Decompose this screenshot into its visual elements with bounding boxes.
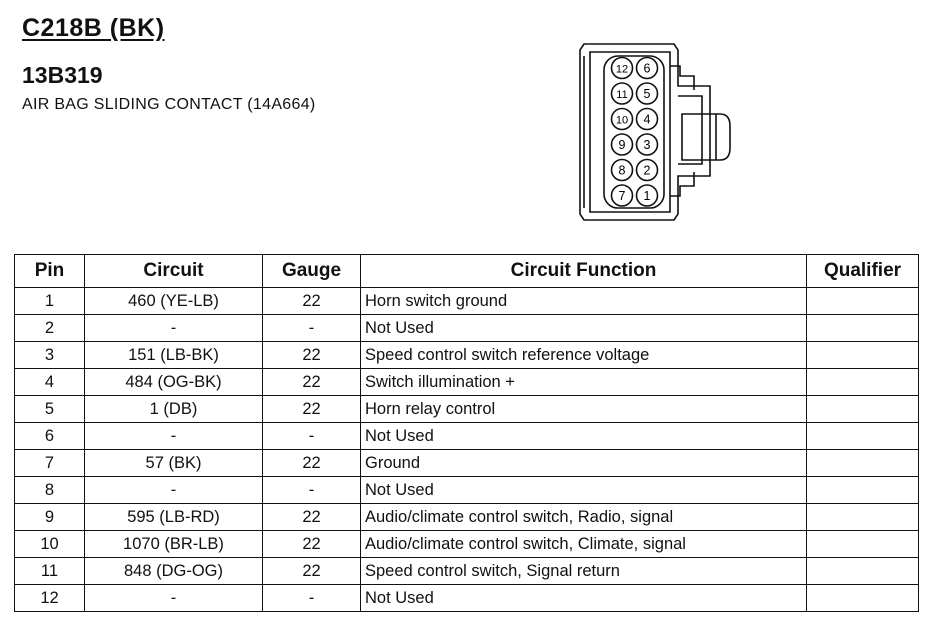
header-circuit-function: Circuit Function [361, 255, 807, 288]
pin-cell: 8 [15, 477, 85, 504]
connector-pin-label: 1 [643, 189, 651, 203]
pin-cell: 6 [15, 423, 85, 450]
pin-cell: 1 [15, 288, 85, 315]
connector-pin-label: 2 [643, 163, 651, 178]
circuit-cell: 595 (LB-RD) [85, 504, 263, 531]
connector-pin-label: 5 [643, 87, 651, 101]
function-cell: Speed control switch reference voltage [361, 342, 807, 369]
function-cell: Switch illumination + [361, 369, 807, 396]
pin-cell: 5 [15, 396, 85, 423]
function-cell: Speed control switch, Signal return [361, 558, 807, 585]
connector-pin-label: 9 [618, 138, 626, 152]
qualifier-cell [807, 450, 919, 477]
circuit-cell: 484 (OG-BK) [85, 369, 263, 396]
header-circuit: Circuit [85, 255, 263, 288]
function-cell: Horn switch ground [361, 288, 807, 315]
connector-id: C218B (BK) [22, 14, 165, 42]
qualifier-cell [807, 423, 919, 450]
circuit-cell: - [85, 585, 263, 612]
gauge-cell: 22 [263, 531, 361, 558]
function-cell: Audio/climate control switch, Radio, signal [361, 504, 807, 531]
qualifier-cell [807, 288, 919, 315]
gauge-cell: - [263, 477, 361, 504]
connector-pin-label: 3 [643, 138, 651, 152]
gauge-cell: - [263, 315, 361, 342]
function-cell: Ground [361, 450, 807, 477]
connector-pin-label: 7 [618, 189, 626, 203]
header-qualifier: Qualifier [807, 255, 919, 288]
table-row [15, 369, 919, 396]
qualifier-cell [807, 369, 919, 396]
pin-cell: 10 [15, 531, 85, 558]
pin-cell: 11 [15, 558, 85, 585]
table-row [15, 396, 919, 423]
pin-cell: 4 [15, 369, 85, 396]
pin-cell: 7 [15, 450, 85, 477]
table-row [15, 288, 919, 315]
qualifier-cell [807, 396, 919, 423]
header-pin: Pin [15, 255, 85, 288]
gauge-cell: 22 [263, 369, 361, 396]
circuit-cell: - [85, 477, 263, 504]
table-row [15, 342, 919, 369]
function-cell: Not Used [361, 423, 807, 450]
connector-pin-label: 11 [616, 89, 628, 101]
circuit-cell: 460 (YE-LB) [85, 288, 263, 315]
qualifier-cell [807, 531, 919, 558]
gauge-cell: 22 [263, 450, 361, 477]
qualifier-cell [807, 504, 919, 531]
table-row [15, 585, 919, 612]
circuit-cell: - [85, 423, 263, 450]
qualifier-cell [807, 342, 919, 369]
gauge-cell: 22 [263, 504, 361, 531]
pin-cell: 2 [15, 315, 85, 342]
table-row [15, 477, 919, 504]
qualifier-cell [807, 558, 919, 585]
gauge-cell: 22 [263, 342, 361, 369]
connector-face-drawing [570, 36, 750, 226]
part-number: 13B319 [22, 62, 103, 88]
table-header-row [15, 255, 919, 288]
circuit-cell: 1 (DB) [85, 396, 263, 423]
table-row [15, 504, 919, 531]
function-cell: Horn relay control [361, 396, 807, 423]
connector-pin-label: 12 [615, 63, 629, 76]
circuit-cell: 848 (DG-OG) [85, 558, 263, 585]
pin-cell: 3 [15, 342, 85, 369]
table-row [15, 450, 919, 477]
circuit-cell: 151 (LB-BK) [85, 342, 263, 369]
connector-pin-label: 4 [643, 112, 651, 127]
qualifier-cell [807, 477, 919, 504]
qualifier-cell [807, 585, 919, 612]
table-row [15, 423, 919, 450]
function-cell: Audio/climate control switch, Climate, signal [361, 531, 807, 558]
circuit-cell: 1070 (BR-LB) [85, 531, 263, 558]
gauge-cell: 22 [263, 396, 361, 423]
function-cell: Not Used [361, 315, 807, 342]
pinout-table [14, 254, 919, 612]
connector-pin-label: 10 [615, 114, 629, 127]
component-description: AIR BAG SLIDING CONTACT (14A664) [22, 96, 316, 113]
function-cell: Not Used [361, 477, 807, 504]
gauge-cell: 22 [263, 558, 361, 585]
qualifier-cell [807, 315, 919, 342]
table-row [15, 531, 919, 558]
gauge-cell: - [263, 423, 361, 450]
gauge-cell: - [263, 585, 361, 612]
connector-pin-group [612, 58, 658, 207]
table-row [15, 558, 919, 585]
pin-cell: 12 [15, 585, 85, 612]
circuit-cell: 57 (BK) [85, 450, 263, 477]
pin-cell: 9 [15, 504, 85, 531]
connector-pin-label: 8 [618, 163, 626, 178]
gauge-cell: 22 [263, 288, 361, 315]
table-row [15, 315, 919, 342]
connector-pin-label: 6 [643, 61, 651, 76]
circuit-cell: - [85, 315, 263, 342]
function-cell: Not Used [361, 585, 807, 612]
header-gauge: Gauge [263, 255, 361, 288]
